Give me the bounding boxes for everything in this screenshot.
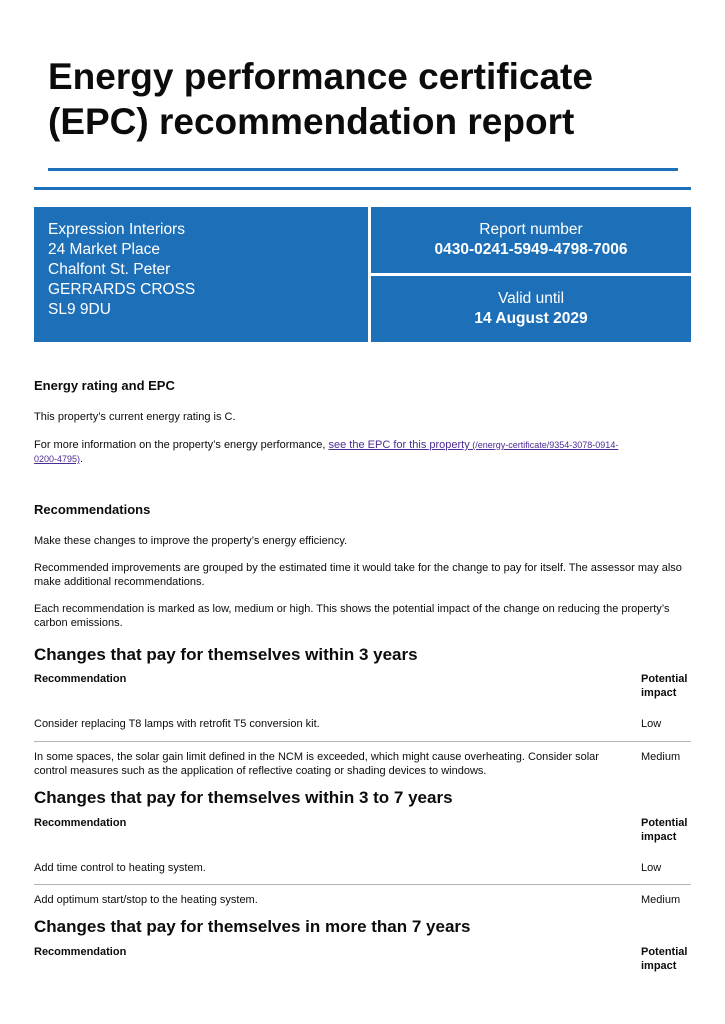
- recommendations-intro: Make these changes to improve the property’s energy efficiency.: [34, 535, 348, 547]
- table-row-impact: Low: [641, 862, 662, 874]
- epc-info-prefix: For more information on the property’s energy performance,: [34, 439, 329, 451]
- col-header-impact-line1: Potential: [641, 673, 688, 685]
- col-header-recommendation: Recommendation: [34, 946, 127, 958]
- col-header-recommendation: Recommendation: [34, 817, 127, 829]
- valid-until-label: Valid until: [497, 290, 565, 307]
- address-line-3: Chalfont St. Peter: [48, 261, 171, 278]
- address-line-4: GERRARDS CROSS: [48, 281, 196, 298]
- table-row-text: Add time control to heating system.: [34, 862, 206, 874]
- valid-until-value: 14 August 2029: [474, 310, 588, 327]
- table-row-text: Consider replacing T8 lamps with retrofit T5 conversion kit.: [34, 718, 320, 730]
- header-divider: [34, 187, 691, 190]
- address-panel: [34, 207, 368, 342]
- valid-until-panel: [371, 276, 691, 342]
- energy-rating-heading: Energy rating and EPC: [34, 378, 175, 393]
- row-divider: [34, 741, 691, 742]
- epc-info-paragraph: [34, 438, 691, 466]
- col-header-impact: [641, 672, 687, 700]
- current-rating-text: This property’s current energy rating is C.: [34, 411, 236, 423]
- col-header-impact-line1: Potential: [641, 817, 688, 829]
- col-header-impact-line2: impact: [641, 687, 677, 699]
- table-row-text: In some spaces, the solar gain limit defined in the NCM is exceeded, which might cause overheating. Consider solar control measures such as the application of reflective coating or shading devices to windows.: [34, 751, 599, 777]
- col-header-impact-line2: impact: [641, 831, 677, 843]
- group-heading-more-than-7-years: Changes that pay for themselves in more than 7 years: [34, 917, 471, 936]
- epc-link-text: see the EPC for this property: [328, 439, 470, 451]
- title-divider: [48, 168, 678, 171]
- col-header-recommendation: Recommendation: [34, 673, 127, 685]
- table-row-impact: Medium: [641, 751, 681, 763]
- table-row-impact: Low: [641, 718, 662, 730]
- row-divider: [34, 884, 691, 885]
- col-header-impact: [641, 816, 687, 844]
- address-postcode: SL9 9DU: [48, 301, 111, 318]
- col-header-impact-line2: impact: [641, 960, 677, 972]
- col-header-impact-line1: Potential: [641, 946, 688, 958]
- address-line-1: Expression Interiors: [48, 221, 185, 238]
- address-line-2: 24 Market Place: [48, 241, 160, 258]
- epc-info-suffix: .: [80, 453, 84, 465]
- recommendations-impact-text: Each recommendation is marked as low, medium or high. This shows the potential impact of the change on reducing the property’s carbon emissions.: [34, 603, 670, 629]
- page-title: Energy performance certificate (EPC) recommendation report: [48, 56, 593, 142]
- group-heading-3-years: Changes that pay for themselves within 3 years: [34, 645, 418, 664]
- group-heading-3-to-7-years: Changes that pay for themselves within 3 to 7 years: [34, 788, 453, 807]
- report-number-label: Report number: [479, 221, 583, 238]
- epc-link-url-part2: 0200-4795): [34, 454, 81, 464]
- table-row-text: Add optimum start/stop to the heating system.: [34, 894, 258, 906]
- col-header-impact: [641, 945, 687, 973]
- epc-link-url-part1: (/energy-certificate/9354-3078-0914-: [469, 440, 619, 450]
- report-number-panel: [371, 207, 691, 273]
- recommendations-grouping-text: Recommended improvements are grouped by the estimated time it would take for the change to pay for itself. The assessor may also make additional recommendations.: [34, 562, 682, 588]
- recommendations-heading: Recommendations: [34, 502, 151, 517]
- report-number-value: 0430-0241-5949-4798-7006: [434, 241, 628, 258]
- table-row-impact: Medium: [641, 894, 681, 906]
